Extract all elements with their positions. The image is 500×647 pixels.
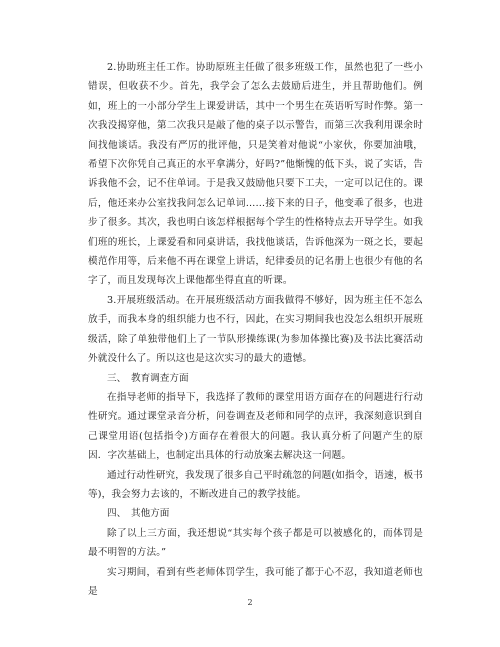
paragraph-internship-observation: 实习期间，看到有些老师体罚学生，我可能了都于心不忍，我知道老师也是 <box>88 566 423 597</box>
paragraph-assist-class-teacher: 2.协助班主任工作。协助原班主任做了很多班级工作，虽然也犯了一些小错误，但收获不少。首先，我学会了怎么去鼓励后进生，并且帮助他们。例如，班上的一小部分学生上课爱讲话，其中一个男生在英语听写时作弊。第一次我没揭穿他，第二次我只是敲了他的桌子以示警告，而第三次我利用课余时间找他谈话。我没有严厉的批评他，只是笑着对他说“小家伙，你要加油哦，希望下次你凭自己真正的水平拿满分，好吗?”他惭愧的低下头，说了实话，告诉我他不会，记不住单词。于是我又鼓励他只要下工夫，一定可以记住的。课后，他还来办公室找我问怎么记单词……接下来的日子，他变乖了很多，也进步了很多。其次，我也明白该怎样根据每个学生的性格特点去开导学生。如我们班的班长，上课爱看和同桌讲话，我找他谈话，告诉他深为一斑之长，要起模范作用等，后来他不再在课堂上讲话，纪律委员的记名册上也很少有他的名字了，而且发现每次上课他都坐得直直的听课。 <box>88 62 423 287</box>
paragraph-class-activities: 3.开展班级活动。在开展班级活动方面我做得不够好，因为班主任不怎么放手，而我本身的组织能力也不行，因此，在实习期间我也没怎么组织开展班级活，除了单独带他们上了一节队形操练课(为参加体操比赛)及书法比赛活动外就没什么了。所以这也是这次实习的最大的遗憾。 <box>88 294 423 365</box>
section-heading-education-survey: 三、 教育调查方面 <box>107 372 189 384</box>
document-body <box>88 58 423 601</box>
paragraph-action-research: 在指导老师的指导下，我选择了教师的课堂用语方面存在的问题进行行动性研究。通过课堂录音分析，问卷调查及老师和同学的点评，我深刻意识到自己课堂用语(包括指令)方面存在着很大的问题。我认真分析了问题产生的原因．字次基础上，也制定出具体的行动放案去解决这一问题。 <box>88 391 423 462</box>
page-number: 2 <box>247 598 253 607</box>
paragraph-research-findings: 通过行动性研究，我发现了很多自己平时疏忽的问题(如指令，语速，板书等)，我会努力去该的，不断改进自己的教学技能。 <box>88 469 423 500</box>
section-heading-other: 四、 其他方面 <box>107 508 170 520</box>
paragraph-other-remarks: 除了以上三方面，我还想说“其实每个孩子都是可以被感化的，而体罚是最不明智的方法。” <box>88 527 423 559</box>
